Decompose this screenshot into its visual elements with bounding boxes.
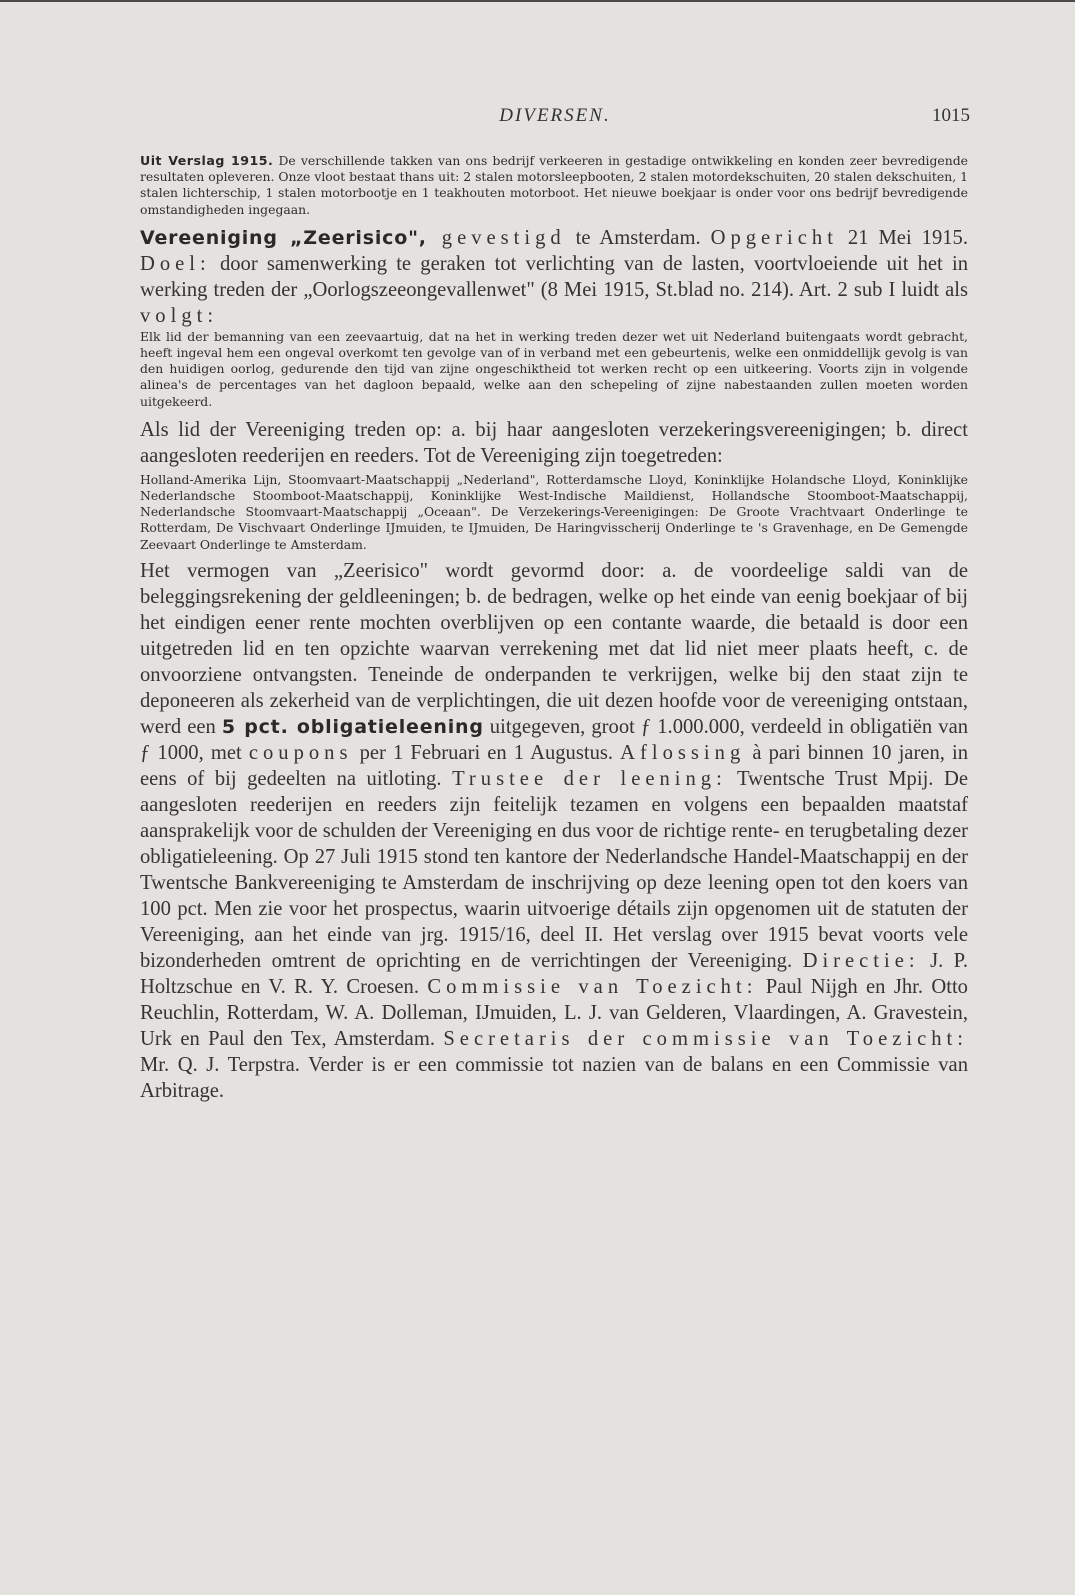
directie-label: Directie: (802, 949, 920, 972)
page-number: 1015 (932, 105, 970, 126)
commissie-label: Commissie van Toezicht: (427, 975, 758, 998)
verslag-heading: Uit Verslag 1915. (140, 153, 274, 168)
vermogen-paragraph (140, 558, 968, 1104)
obligatieleening-heading: 5 pct. obligatieleening (221, 715, 484, 738)
vermogen-text-5: Twentsche Trust Mpij. De aangesloten reederijen en reeders zijn feitelijk tezamen en volgens een bepaalden maatstaf aansprakelijk voor de schulden der Vereeniging en dus voor de richtige rente- en terugbetaling dezer obligatieleening. Op 27 Juli 1915 stond ten kantore der Nederlandsche Handel-Maatschappij en der Twentsche Bankvereeniging te Amsterdam de inschrijving op deze leening open tot den koers van 100 pct. Men zie voor het prospectus, waarin uitvoerige détails zijn opgenomen uit de statuten der Vereeniging, aan het einde van jrg. 1915/16, deel II. Het verslag over 1915 bevat voorts vele bizonderheden omtrent de oprichting en de verrichtingen der Vereeniging. (140, 767, 968, 972)
vermogen-text-8: Mr. Q. J. Terpstra. Verder is er een commissie tot nazien van de balans en een Commissie van Arbitrage. (140, 1053, 968, 1102)
vermogen-text-6: J. P. Holtzschue en V. R. Y. Croesen. (140, 949, 968, 998)
members-list-paragraph: Holland-Amerika Lijn, Stoomvaart-Maatschappij „Nederland", Rotterdamsche Lloyd, Koninklijke Holandsche Lloyd, Koninklijke Nederlandsche Stoomboot-Maatschappij, Koninklijke West-Indische Maildienst, Hollandsche Stoomboot-Maatschappij, Nederlandsche Stoomvaart-Maatschappij „Oceaan". De Verzekerings-Vereenigingen: De Groote Vrachtvaart Onderlinge te Rotterdam, De Vischvaart Onderlinge IJmuiden, te IJmuiden, De Haringvisscherij Onderlinge te 's Gravenhage, en De Gemengde Zeevaart Onderlinge te Amsterdam. (140, 471, 968, 552)
vermogen-text-7: Paul Nijgh en Jhr. Otto Reuchlin, Rotterdam, W. A. Dolleman, IJmuiden, L. J. van Gelderen, Vlaardingen, A. Gravestein, Urk en Paul den Tex, Amsterdam. (140, 975, 968, 1050)
trustee-label: Trustee der leening: (452, 767, 727, 790)
vereeniging-doel: Doel: (140, 252, 211, 275)
vereeniging-text-1: te Amsterdam. (565, 226, 711, 249)
aflossing-label: Aflossing (620, 741, 746, 764)
page-content (140, 153, 968, 1104)
page-header (140, 105, 970, 135)
verslag-paragraph (140, 153, 968, 218)
secretaris-label: Secretaris der commissie van Toezicht: (443, 1027, 968, 1050)
vereeniging-intro-paragraph (140, 225, 968, 329)
membership-paragraph: Als lid der Vereeniging treden op: a. bij haar aangesloten verzekeringsvereenigingen; b. direct aangesloten reederijen en reeders. Tot de Vereeniging zijn toegetreden: (140, 418, 968, 467)
vermogen-text-2: uitgegeven, groot ƒ 1.000.000, verdeeld in obligatiën van ƒ 1000, met (140, 715, 969, 764)
verslag-text: De verschillende takken van ons bedrijf verkeeren in gestadige ontwikkeling en konden zeer bevredigende resultaten opleveren. Onze vloot bestaat thans uit: 2 stalen motorsleepbooten, 2 stalen motordekschuiten, 20 stalen dekschuiten, 1 stalen lichterschip, 1 stalen motorbootje en 1 teakhouten motorboot. Het nieuwe boekjaar is onder voor ons bedrijf bevredigende omstandigheden ingegaan. (140, 153, 968, 217)
vereeniging-text-3: door samenwerking te geraken tot verlichting van de lasten, voortvloeiende uit het in werking treden der „Oorlogszeeongevallenwet" (8 Mei 1915, St.blad no. 214). Art. 2 sub I luidt als (140, 252, 968, 301)
vermogen-text-3: per 1 Februari en 1 Augustus. (352, 741, 621, 764)
vermogen-text-4: à pari binnen 10 jaren, in eens of bij gedeelten na uitloting. (140, 741, 969, 790)
vereeniging-heading: Vereeniging „Zeerisico", (140, 226, 427, 249)
vereeniging-gevestigd: gevestigd (426, 226, 566, 249)
running-title: DIVERSEN. (499, 105, 611, 126)
coupons-label: coupons (248, 741, 353, 764)
vermogen-text-1: Het vermogen van „Zeerisico" wordt gevormd door: a. de voordeelige saldi van de beleggingsrekening der geldleeningen; b. de bedragen, welke op het einde van eenig boekjaar of bij het eindigen eener rente mochten overblijven op een contante waarde, die betaald is door een uitgetreden lid en ten opzichte waarvan verrekening met dat lid niet meer plaats heeft, c. de onvoorziene ontvangsten. Teneinde de onderpanden te verkrijgen, welke bij den staat zijn te deponeeren als zekerheid van de verplichtingen, die uit dezen hoofde voor de vereeniging ontstaan, werd een (140, 559, 968, 738)
vereeniging-opgericht: Opgericht (710, 226, 838, 249)
vereeniging-volgt: volgt: (140, 304, 219, 327)
vereeniging-text-2: 21 Mei 1915. (837, 226, 968, 249)
article-quote-paragraph: Elk lid der bemanning van een zeevaartuig, dat na het in werking treden dezer wet uit Nederland buitengaats wordt gebracht, heeft ingeval hem een ongeval overkomt ten gevolge van of in verband met een gebeurtenis, welke een onmiddellijk gevolg is van den huidigen oorlog, gedurende den tijd van zijne ongeschiktheid tot werken recht op een uitkeering. Voorts zijn in volgende alinea's de percentages van het dagloon bepaald, welke aan den schepeling of zijne nabestaanden zullen moeten worden uitgekeerd. (140, 328, 968, 409)
